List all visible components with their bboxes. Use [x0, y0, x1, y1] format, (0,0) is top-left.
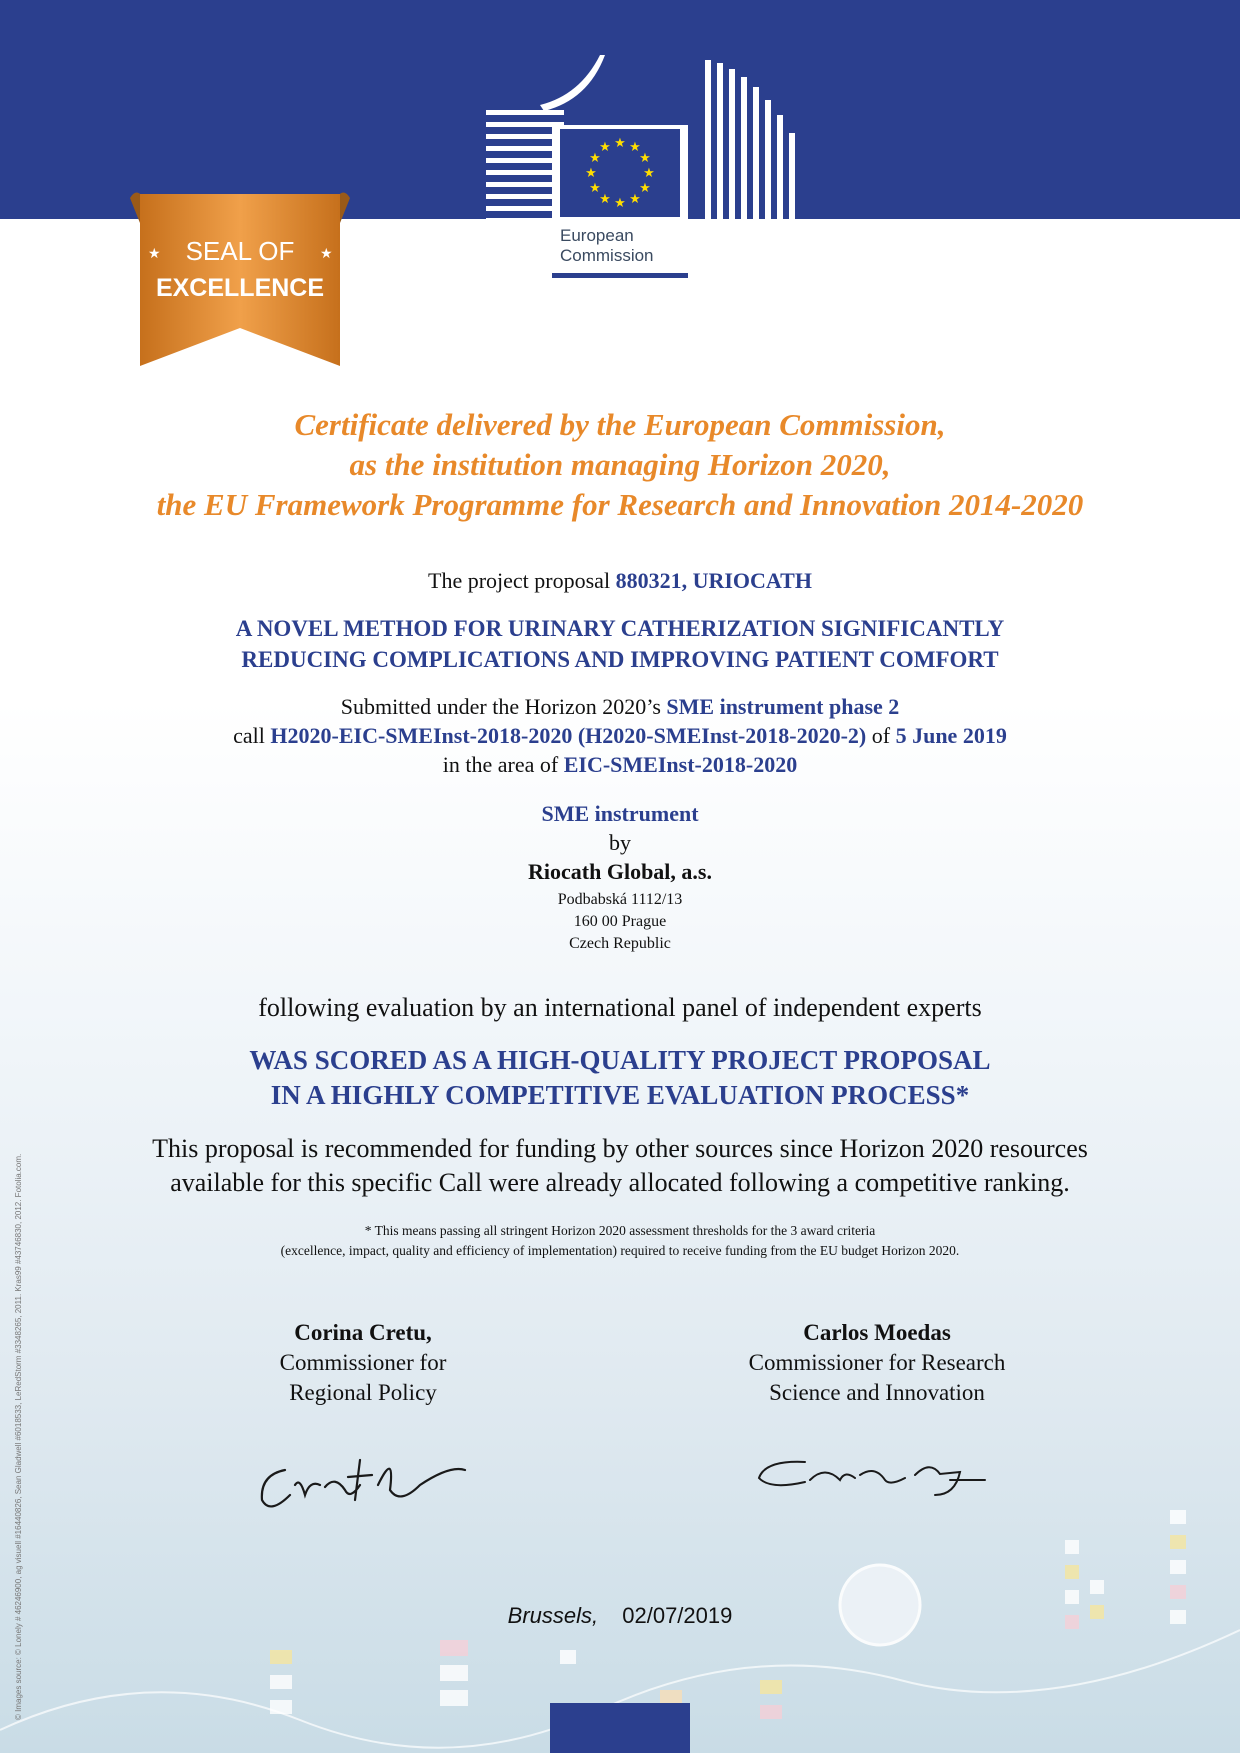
svg-text:★: ★ [599, 192, 611, 207]
seal-line1: SEAL OF [185, 236, 295, 266]
decorative-light-bars [0, 1480, 1240, 1753]
svg-text:★: ★ [614, 196, 626, 211]
address-line: Czech Republic [569, 935, 671, 952]
place: Brussels, [507, 1603, 599, 1628]
signatory-right [667, 1318, 1087, 1408]
of-word: of [871, 723, 891, 748]
signatory-role-line: Regional Policy [289, 1380, 437, 1405]
svg-text:★: ★ [639, 181, 651, 196]
project-title-line: REDUCING COMPLICATIONS AND IMPROVING PATIENT COMFORT [241, 647, 999, 672]
svg-text:★: ★ [614, 136, 626, 151]
recommendation-line: available for this specific Call were already allocated following a competitive ranking. [170, 1168, 1070, 1197]
svg-text:★: ★ [148, 246, 161, 262]
title-line: as the institution managing Horizon 2020, [349, 447, 891, 482]
signatory-name: Corina Cretu, [294, 1320, 432, 1345]
project-title-line: A NOVEL METHOD FOR URINARY CATHERIZATION SIGNIFICANTLY [235, 616, 1005, 641]
svg-text:★: ★ [585, 166, 597, 181]
evaluation-text: following evaluation by an international panel of independent experts [258, 993, 982, 1022]
certificate-title [0, 405, 1240, 525]
area-prefix: in the area of [442, 752, 559, 777]
signatory-role-line: Commissioner for Research [748, 1350, 1006, 1375]
svg-text:★: ★ [589, 181, 601, 196]
svg-text:★: ★ [589, 151, 601, 166]
company-address [0, 889, 1240, 955]
scored-statement [0, 1043, 1240, 1113]
company-name: Riocath Global, a.s. [528, 859, 712, 884]
svg-text:★: ★ [639, 151, 651, 166]
european-commission-logo [480, 55, 820, 285]
signatory-role-line: Science and Innovation [769, 1380, 985, 1405]
proposal-line [0, 566, 1240, 595]
logo-line1: European [560, 226, 634, 245]
proposal-prefix: The project proposal [428, 568, 611, 593]
address-line: Podbabská 1112/13 [557, 891, 683, 908]
image-credits: © Images source: © Lonely # 46246900, ag visuell #16440826, Sean Gladwell #6018533, LeRedStorm #3348265, 2011. Kras99 #43746830, 2012. Fotolia.com. [14, 1153, 23, 1720]
instrument-name: SME instrument [541, 801, 699, 826]
proposal-id: 880321, URIOCATH [615, 568, 812, 593]
logo-line2: Commission [560, 246, 654, 265]
by-word: by [609, 830, 631, 855]
submission-block [0, 692, 1240, 779]
title-line: the EU Framework Programme for Research and Innovation 2014-2020 [156, 487, 1084, 522]
signatory-left [153, 1318, 573, 1408]
issue-date: 02/07/2019 [622, 1603, 733, 1628]
footnote-line: * This means passing all stringent Horizon 2020 assessment thresholds for the 3 award criteria [364, 1223, 876, 1238]
title-line: Certificate delivered by the European Commission, [294, 407, 946, 442]
svg-text:★: ★ [629, 192, 641, 207]
call-id: H2020-EIC-SMEInst-2018-2020 (H2020-SMEInst-2018-2020-2) [270, 723, 867, 748]
address-line: 160 00 Prague [573, 913, 667, 930]
footnote [0, 1221, 1240, 1261]
scored-line: IN A HIGHLY COMPETITIVE EVALUATION PROCESS* [270, 1080, 970, 1110]
recommendation-line: This proposal is recommended for funding by other sources since Horizon 2020 resources [152, 1134, 1088, 1163]
recommendation [0, 1132, 1240, 1200]
seal-of-excellence-ribbon [130, 188, 350, 368]
signatory-role-line: Commissioner for [279, 1350, 447, 1375]
call-prefix: call [233, 723, 265, 748]
beneficiary-block [0, 799, 1240, 886]
instrument-phase: SME instrument phase 2 [666, 694, 900, 719]
svg-text:★: ★ [643, 166, 655, 181]
area: EIC-SMEInst-2018-2020 [563, 752, 798, 777]
submitted-prefix: Submitted under the Horizon 2020’s [340, 694, 661, 719]
call-date: 5 June 2019 [895, 723, 1007, 748]
signatory-name: Carlos Moedas [803, 1320, 951, 1345]
seal-line2: EXCELLENCE [155, 274, 325, 302]
svg-text:★: ★ [629, 140, 641, 155]
footnote-line: (excellence, impact, quality and efficiency of implementation) required to receive funding from the EU budget Horizon 2020. [280, 1243, 960, 1258]
svg-text:★: ★ [320, 246, 333, 262]
scored-line: WAS SCORED AS A HIGH-QUALITY PROJECT PROPOSAL [249, 1045, 991, 1075]
project-title [0, 613, 1240, 675]
svg-text:★: ★ [599, 140, 611, 155]
